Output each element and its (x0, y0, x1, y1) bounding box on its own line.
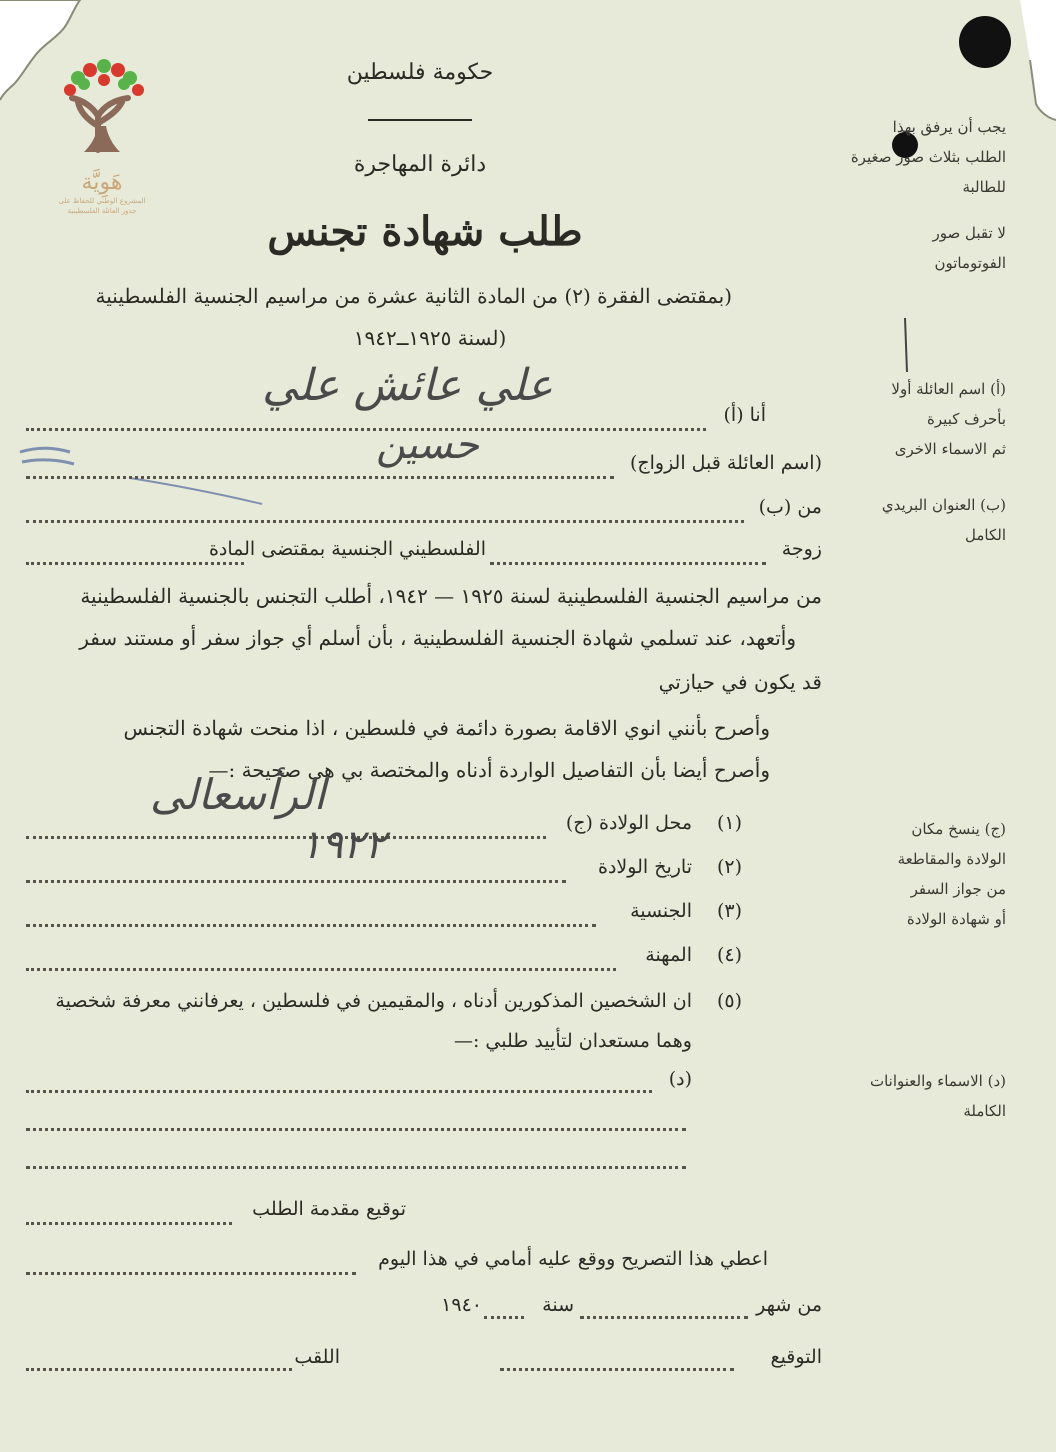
item-5-line-2: وهما مستعدان لتأييد طلبي :— (453, 1030, 692, 1052)
paragraph-1-line-1: من مراسيم الجنسية الفلسطينية لسنة ١٩٢٥ — ١٩٤٢، أطلب التجنس بالجنسية الفلسطينية (80, 584, 822, 608)
item-4-label: المهنة (645, 944, 692, 966)
label-declaration: اعطي هذا التصريح ووقع عليه أمامي في هذا اليوم (378, 1248, 768, 1270)
field-declaration-day (26, 1272, 356, 1275)
note-photos: يجب أن يرفق بهذا الطلب بثلاث صور صغيرة للطالبة (850, 118, 1006, 196)
field-maiden-name (26, 476, 614, 479)
field-signature (500, 1368, 734, 1371)
handwritten-name: علي عائش علي (262, 360, 553, 411)
field-birthplace (26, 836, 546, 839)
paragraph-1-line-3: قد يكون في حيازتي (658, 670, 822, 694)
label-nationality-clause: الفلسطيني الجنسية بمقتضى المادة (208, 538, 486, 560)
field-occupation (26, 968, 616, 971)
note-c: (ج) ينسخ مكان الولادة والمقاطعة من جواز السفر أو شهادة الولادة (897, 820, 1006, 928)
field-referee-2 (26, 1128, 686, 1131)
field-husband (490, 562, 766, 565)
note-a: (أ) اسم العائلة أولا بأحرف كبيرة ثم الاسماء الاخرى (891, 380, 1006, 458)
field-month (580, 1316, 748, 1319)
department-heading: دائرة المهاجرة (353, 152, 487, 177)
field-name (26, 428, 706, 431)
label-title: اللقب (294, 1346, 340, 1368)
paragraph-2-line-1: وأصرح بأنني انوي الاقامة بصورة دائمة في فلسطين ، اذا منحت شهادة التجنس (123, 716, 770, 740)
handwritten-birthplace: الرأسعالى (150, 770, 326, 819)
item-1-number: (١) (716, 812, 742, 834)
legal-years: لسنة ١٩٢٥ــ١٩٤٢) (353, 326, 507, 350)
note-d: (د) الاسماء والعنوانات الكاملة (869, 1072, 1006, 1120)
label-applicant-signature: توقيع مقدمة الطلب (252, 1198, 406, 1220)
government-heading: حكومة فلسطين (346, 60, 494, 85)
tree-icon (48, 56, 156, 166)
binder-hole-top (959, 16, 1011, 68)
item-3-number: (٣) (716, 900, 742, 922)
field-address (26, 520, 744, 523)
handwritten-birth-year: ١٩٢٢ (300, 822, 386, 868)
item-1-label: محل الولادة (ج) (565, 812, 692, 834)
handwritten-maiden: حسين (376, 422, 479, 468)
field-applicant-signature (26, 1222, 232, 1225)
field-referee-1 (26, 1090, 652, 1093)
field-referee-3 (26, 1166, 686, 1169)
heritage-logo (48, 56, 156, 224)
logo-caption-1: المشروع الوطني للحفاظ على (58, 197, 146, 205)
item-5-number: (٥) (716, 990, 742, 1012)
note-b: (ب) العنوان البريدي الكامل (881, 496, 1006, 544)
label-signature: التوقيع (770, 1346, 822, 1368)
item-3-label: الجنسية (630, 900, 692, 922)
field-nationality (26, 924, 596, 927)
logo-caption-2: جذور العائلة الفلسطينية (67, 207, 137, 215)
item-4-number: (٤) (716, 944, 742, 966)
item-2-number: (٢) (716, 856, 742, 878)
legal-basis: (بمقتضى الفقرة (٢) من المادة الثانية عشرة من مراسيم الجنسية الفلسطينية (95, 284, 732, 308)
value-year: ١٩٤٠ (441, 1294, 482, 1316)
label-month: من شهر (756, 1294, 822, 1316)
item-2-label: تاريخ الولادة (598, 856, 692, 878)
label-wife-of: زوجة (781, 538, 822, 560)
field-birth-date (26, 880, 566, 883)
paragraph-2-line-2: وأصرح أيضا بأن التفاصيل الواردة أدناه والمختصة بي هي صحيحة :— (208, 758, 770, 782)
label-i-am: أنا (أ) (723, 404, 766, 426)
form-title: طلب شهادة تجنس (267, 208, 583, 255)
field-title (26, 1368, 292, 1371)
field-article (26, 562, 244, 565)
paragraph-1-line-2: وأتعهد، عند تسلمي شهادة الجنسية الفلسطينية ، بأن أسلم أي جواز سفر أو مستند سفر (79, 626, 796, 650)
label-maiden-name: (اسم العائلة قبل الزواج) (629, 452, 822, 474)
item-5-d-label: (د) (668, 1068, 692, 1090)
item-5-line-1: ان الشخصين المذكورين أدناه ، والمقيمين في فلسطين ، يعرفانني معرفة شخصية (55, 990, 692, 1012)
note-no-photomaton: لا تقبل صور الفوتوماتون (932, 224, 1006, 272)
field-year (484, 1316, 524, 1319)
label-year: سنة (542, 1294, 574, 1316)
label-from: من (ب) (758, 496, 822, 518)
logo-name: هَوِيَّة (81, 170, 123, 195)
